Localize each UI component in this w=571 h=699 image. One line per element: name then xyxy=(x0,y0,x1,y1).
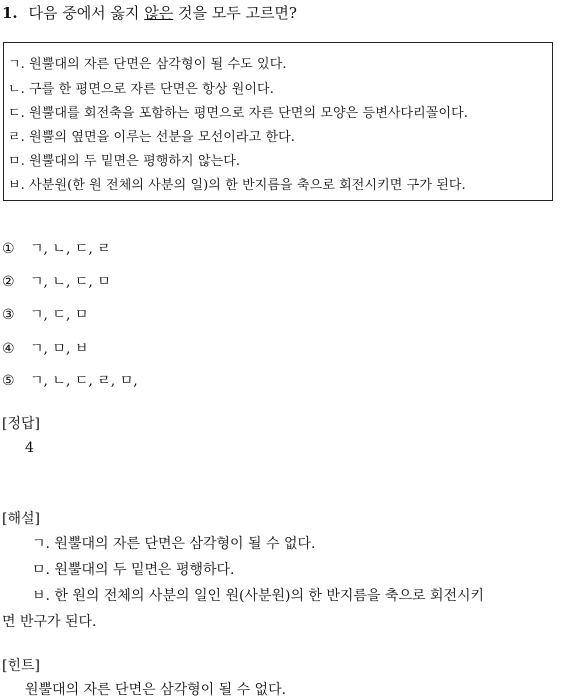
option-5[interactable] xyxy=(2,370,138,390)
explanation-label: [해설] xyxy=(2,511,40,527)
explanation-line-3: ㅂ. 한 원의 전체의 사분의 일인 원(사분원)의 한 반지름을 축으로 회전시키 xyxy=(32,588,485,604)
option-number: ① xyxy=(2,241,15,257)
explanation-line-1: ㄱ. 원뿔대의 자른 단면은 삼각형이 될 수 없다. xyxy=(32,536,316,552)
statement-6: ㅂ. 사분원(한 원 전체의 사분의 일)의 한 반지름을 축으로 회전시키면 구가 된다. xyxy=(8,178,466,193)
option-number: ④ xyxy=(2,341,15,357)
option-4[interactable] xyxy=(2,338,88,358)
answer-value: 4 xyxy=(25,440,34,456)
option-text: ㄱ, ㄴ, ㄷ, ㄹ, ㅁ, xyxy=(30,373,138,389)
option-text: ㄱ, ㄷ, ㅁ xyxy=(30,307,89,323)
hint-label: [힌트] xyxy=(2,658,40,674)
statement-3: ㄷ. 원뿔대를 회전축을 포함하는 평면으로 자른 단면의 모양은 등변사다리꼴이다. xyxy=(8,106,469,121)
question-number: 1. xyxy=(2,4,18,22)
option-1[interactable] xyxy=(2,238,111,258)
option-number: ② xyxy=(2,274,15,290)
option-3[interactable] xyxy=(2,304,88,324)
question-text-before: 다음 중에서 옳지 xyxy=(28,4,145,22)
option-2[interactable] xyxy=(2,271,111,291)
option-text: ㄱ, ㄴ, ㄷ, ㄹ xyxy=(30,241,111,257)
option-text: ㄱ, ㅁ, ㅂ xyxy=(30,341,89,357)
question-line xyxy=(2,2,297,23)
statement-5: ㅁ. 원뿔대의 두 밑면은 평행하지 않는다. xyxy=(8,154,241,169)
statement-4: ㄹ. 원뿔의 옆면을 이루는 선분을 모선이라고 한다. xyxy=(8,130,296,145)
statement-2: ㄴ. 구를 한 평면으로 자른 단면은 항상 원이다. xyxy=(8,82,274,97)
option-number: ③ xyxy=(2,307,15,323)
explanation-line-2: ㅁ. 원뿔대의 두 밑면은 평행하다. xyxy=(32,562,235,578)
hint-text: 원뿔대의 자른 단면은 삼각형이 될 수 없다. xyxy=(25,682,287,698)
answer-label: [정답] xyxy=(2,416,40,432)
explanation-line-4: 면 반구가 된다. xyxy=(2,614,97,630)
question-text-after: 것을 모두 고르면? xyxy=(173,4,297,22)
option-text: ㄱ, ㄴ, ㄷ, ㅁ xyxy=(30,274,111,290)
statement-1: ㄱ. 원뿔대의 자른 단면은 삼각형이 될 수도 있다. xyxy=(8,57,287,72)
option-number: ⑤ xyxy=(2,373,15,389)
question-text-underlined: 않은 xyxy=(144,4,174,22)
